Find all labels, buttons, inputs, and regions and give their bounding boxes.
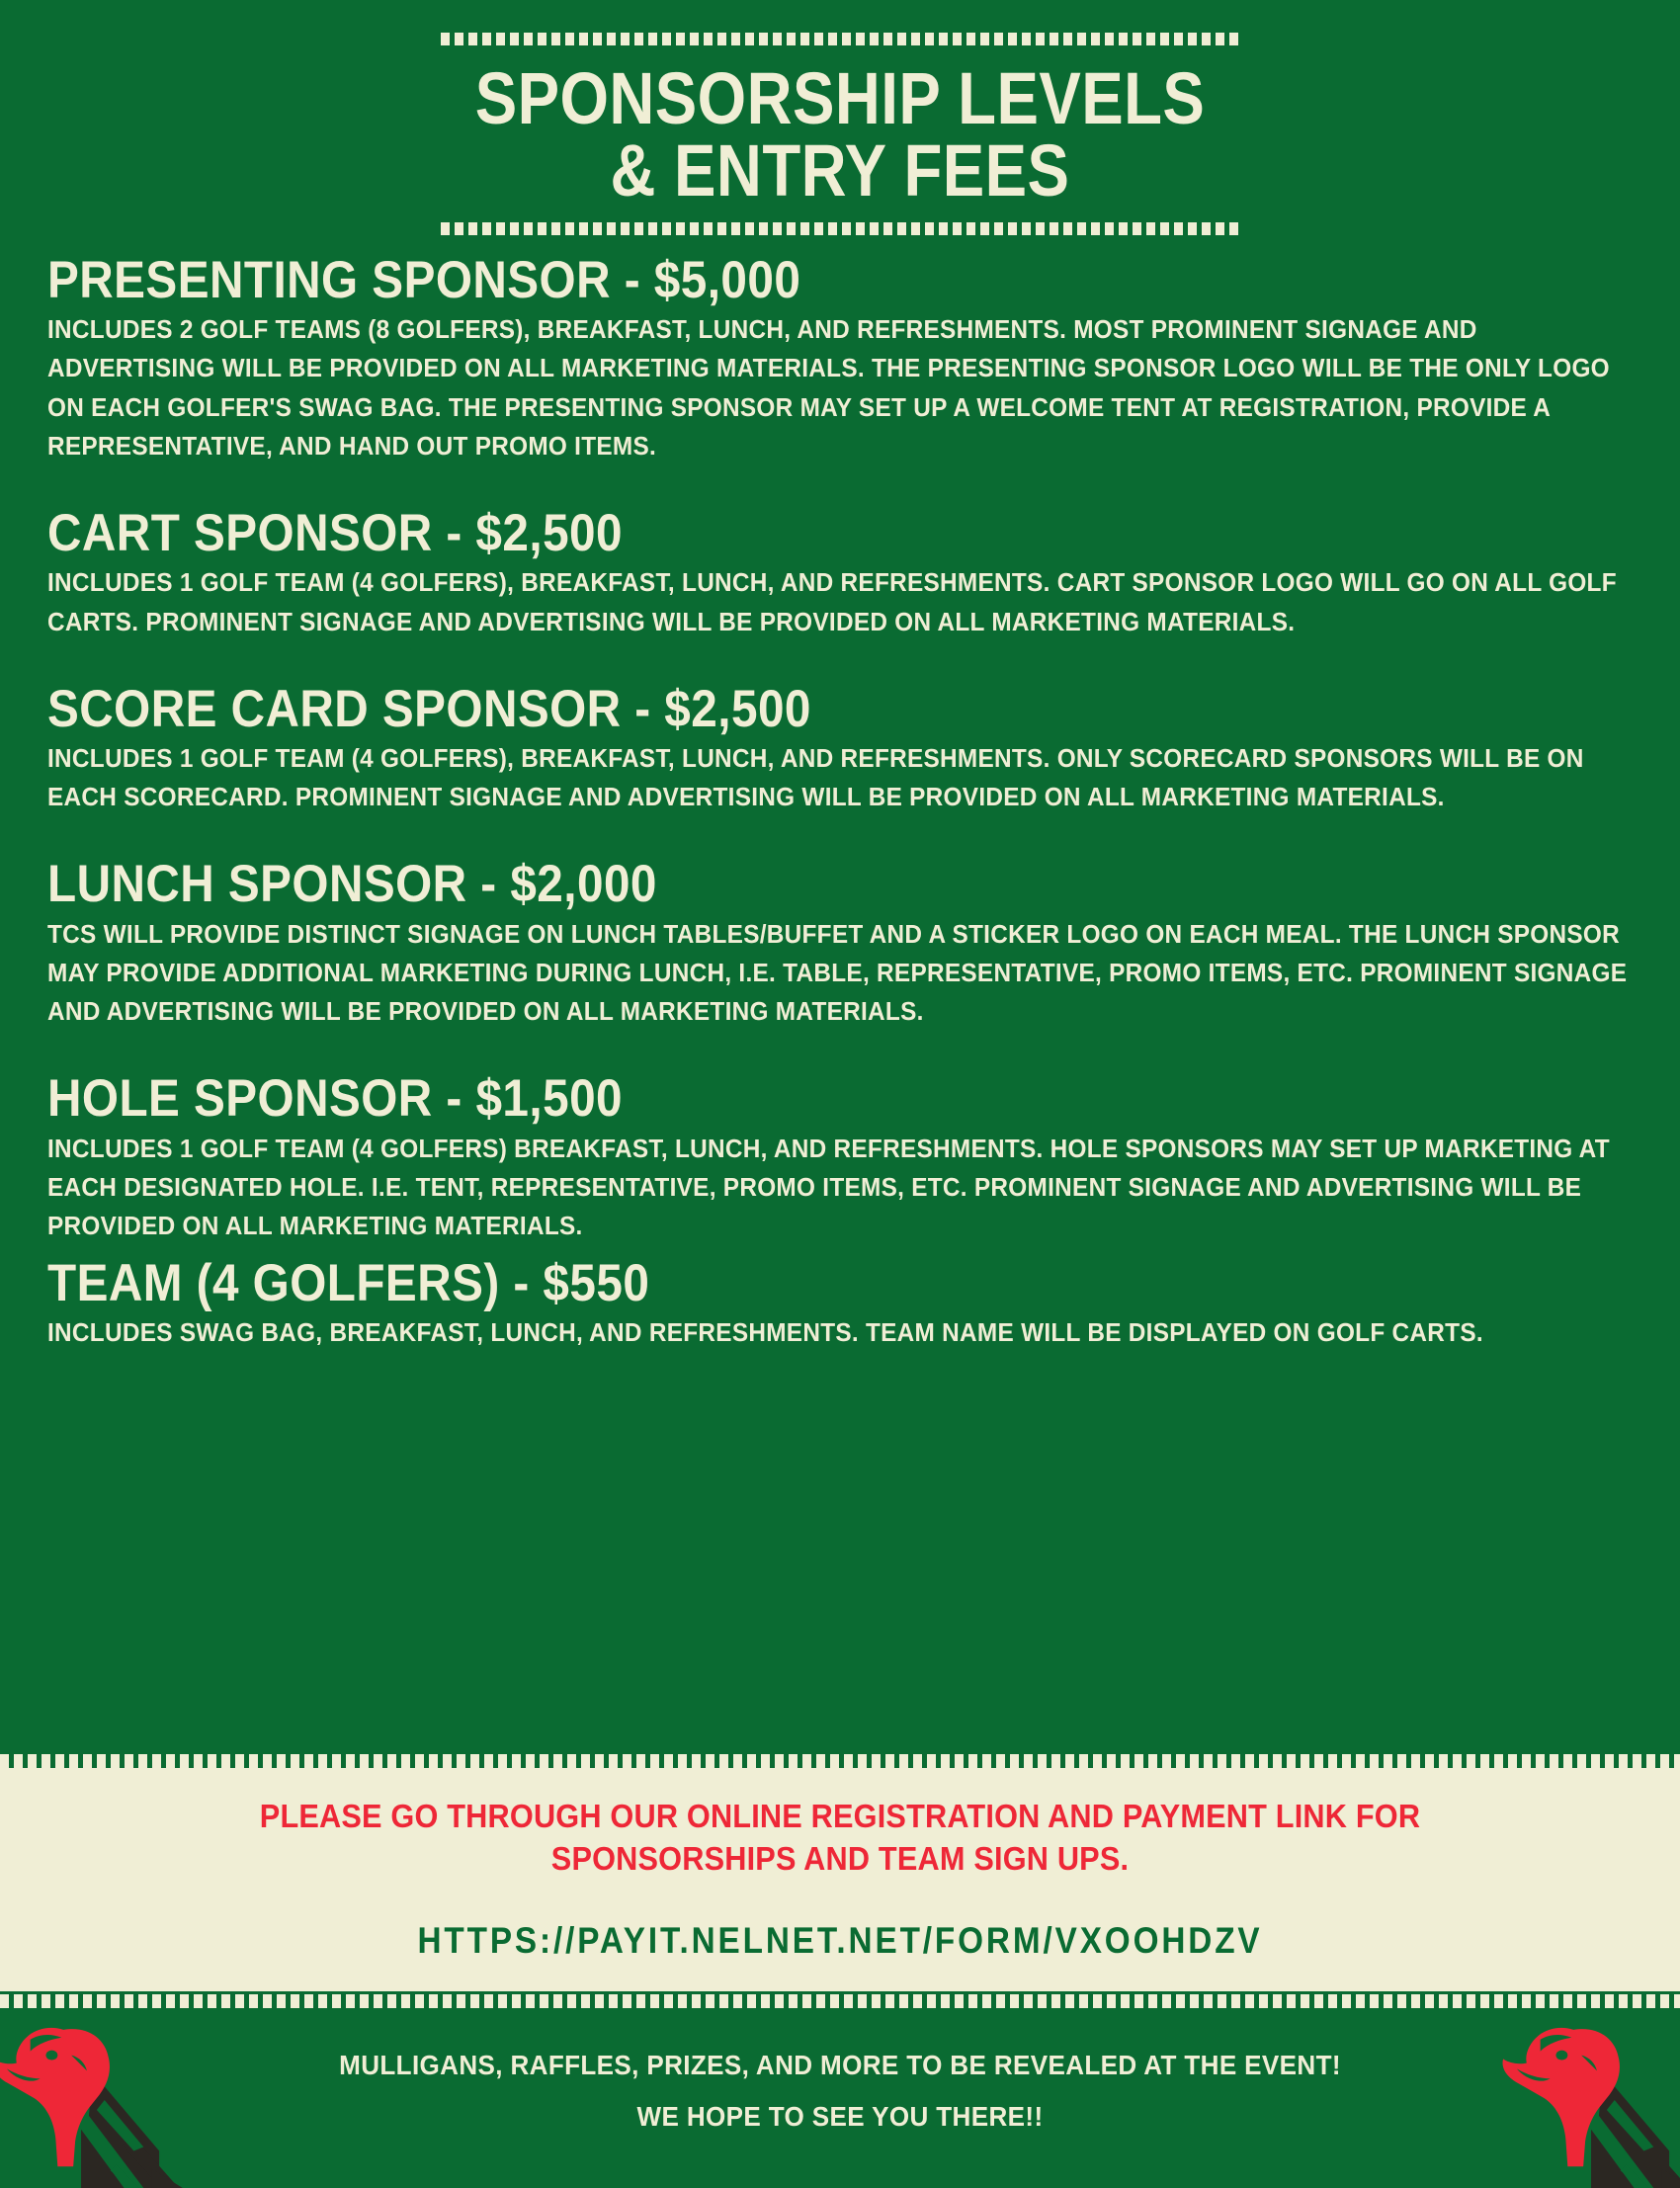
eagle-icon [0,2022,184,2188]
footer [0,1994,1680,2174]
page-title-line-1: SPONSORSHIP LEVELS [474,57,1206,139]
page-title-line-2: & ENTRY FEES [610,128,1070,211]
sponsor-heading-presenting: PRESENTING SPONSOR - $5,000 [47,251,801,310]
eagle-logo-left [0,2022,184,2188]
registration-url[interactable]: HTTPS://PAYIT.NELNET.NET/FORM/VXOOHDZV [417,1919,1263,1961]
sponsor-body-presenting: INCLUDES 2 GOLF TEAMS (8 GOLFERS), BREAKFAST, LUNCH, AND REFRESHMENTS. MOST PROMINENT SIGNAGE AND ADVERTISING WILL BE PROVIDED ON ALL MARKETING MATERIALS. THE PRESENTING SPONSOR LOGO WILL BE THE ONLY LOGO ON EACH GOLFER'S SWAG BAG. THE PRESENTING SPONSOR MAY SET UP A WELCOME TENT AT REGISTRATION, PROVIDE A REPRESENTATIVE, AND HAND OUT PROMO ITEMS. [47,316,1610,461]
eagle-icon [1496,2022,1680,2188]
sponsor-heading-score-card: SCORE CARD SPONSOR - $2,500 [47,679,811,738]
sponsor-body-score-card: INCLUDES 1 GOLF TEAM (4 GOLFERS), BREAKFAST, LUNCH, AND REFRESHMENTS. ONLY SCORECARD SPONSORS WILL BE ON EACH SCORECARD. PROMINENT SIGNAGE AND ADVERTISING WILL BE PROVIDED ON ALL MARKETING MATERIALS. [47,744,1584,812]
registration-note [132,1796,1548,1881]
sponsor-heading-hole: HOLE SPONSOR - $1,500 [47,1069,624,1129]
sponsor-section-score-card [47,679,1633,818]
registration-banner-body [0,1768,1680,1991]
sponsor-heading-lunch: LUNCH SPONSOR - $2,000 [47,855,657,914]
sponsor-section-lunch [47,857,1633,1032]
eagle-logo-right [1496,2022,1680,2188]
footer-line-1: MULLIGANS, RAFFLES, PRIZES, AND MORE TO BE REVEALED AT THE EVENT! [339,2050,1341,2081]
registration-note-line-2: SPONSORSHIPS AND TEAM SIGN UPS. [550,1839,1130,1877]
sponsor-body-team: INCLUDES SWAG BAG, BREAKFAST, LUNCH, AND REFRESHMENTS. TEAM NAME WILL BE DISPLAYED ON GOLF CARTS. [47,1319,1483,1348]
sponsor-section-presenting [47,253,1633,466]
sponsor-section-cart [47,506,1633,642]
header [0,0,1680,235]
footer-line-2: WE HOPE TO SEE YOU THERE!! [636,2101,1044,2132]
sponsor-section-hole [47,1071,1633,1246]
sponsor-levels-list [0,253,1680,1354]
sponsor-body-hole: INCLUDES 1 GOLF TEAM (4 GOLFERS) BREAKFAST, LUNCH, AND REFRESHMENTS. HOLE SPONSORS MAY SET UP MARKETING AT EACH DESIGNATED HOLE. I.E. TENT, REPRESENTATIVE, PROMO ITEMS, ETC. PROMINENT SIGNAGE AND ADVERTISING WILL BE PROVIDED ON ALL MARKETING MATERIALS. [47,1135,1610,1241]
footer-body [0,2008,1680,2174]
page-title [118,45,1562,222]
sponsor-heading-team: TEAM (4 GOLFERS) - $550 [47,1254,650,1313]
sponsor-heading-cart: CART SPONSOR - $2,500 [47,504,624,563]
registration-note-line-1: PLEASE GO THROUGH OUR ONLINE REGISTRATION AND PAYMENT LINK FOR [259,1798,1421,1834]
top-dotted-divider [441,33,1239,45]
banner-top-dotted-divider [0,1754,1680,1768]
footer-text [339,2040,1341,2143]
sponsor-section-team [47,1256,1633,1353]
footer-top-dotted-divider [0,1994,1680,2008]
title-bottom-dotted-divider [441,222,1239,235]
sponsor-body-lunch: TCS WILL PROVIDE DISTINCT SIGNAGE ON LUNCH TABLES/BUFFET AND A STICKER LOGO ON EACH MEAL. THE LUNCH SPONSOR MAY PROVIDE ADDITIONAL MARKETING DURING LUNCH, I.E. TABLE, REPRESENTATIVE, PROMO ITEMS, ETC. PROMINENT SIGNAGE AND ADVERTISING WILL BE PROVIDED ON ALL MARKETING MATERIALS. [47,920,1628,1027]
sponsor-body-cart: INCLUDES 1 GOLF TEAM (4 GOLFERS), BREAKFAST, LUNCH, AND REFRESHMENTS. CART SPONSOR LOGO WILL GO ON ALL GOLF CARTS. PROMINENT SIGNAGE AND ADVERTISING WILL BE PROVIDED ON ALL MARKETING MATERIALS. [47,569,1617,636]
registration-banner [0,1754,1680,1991]
